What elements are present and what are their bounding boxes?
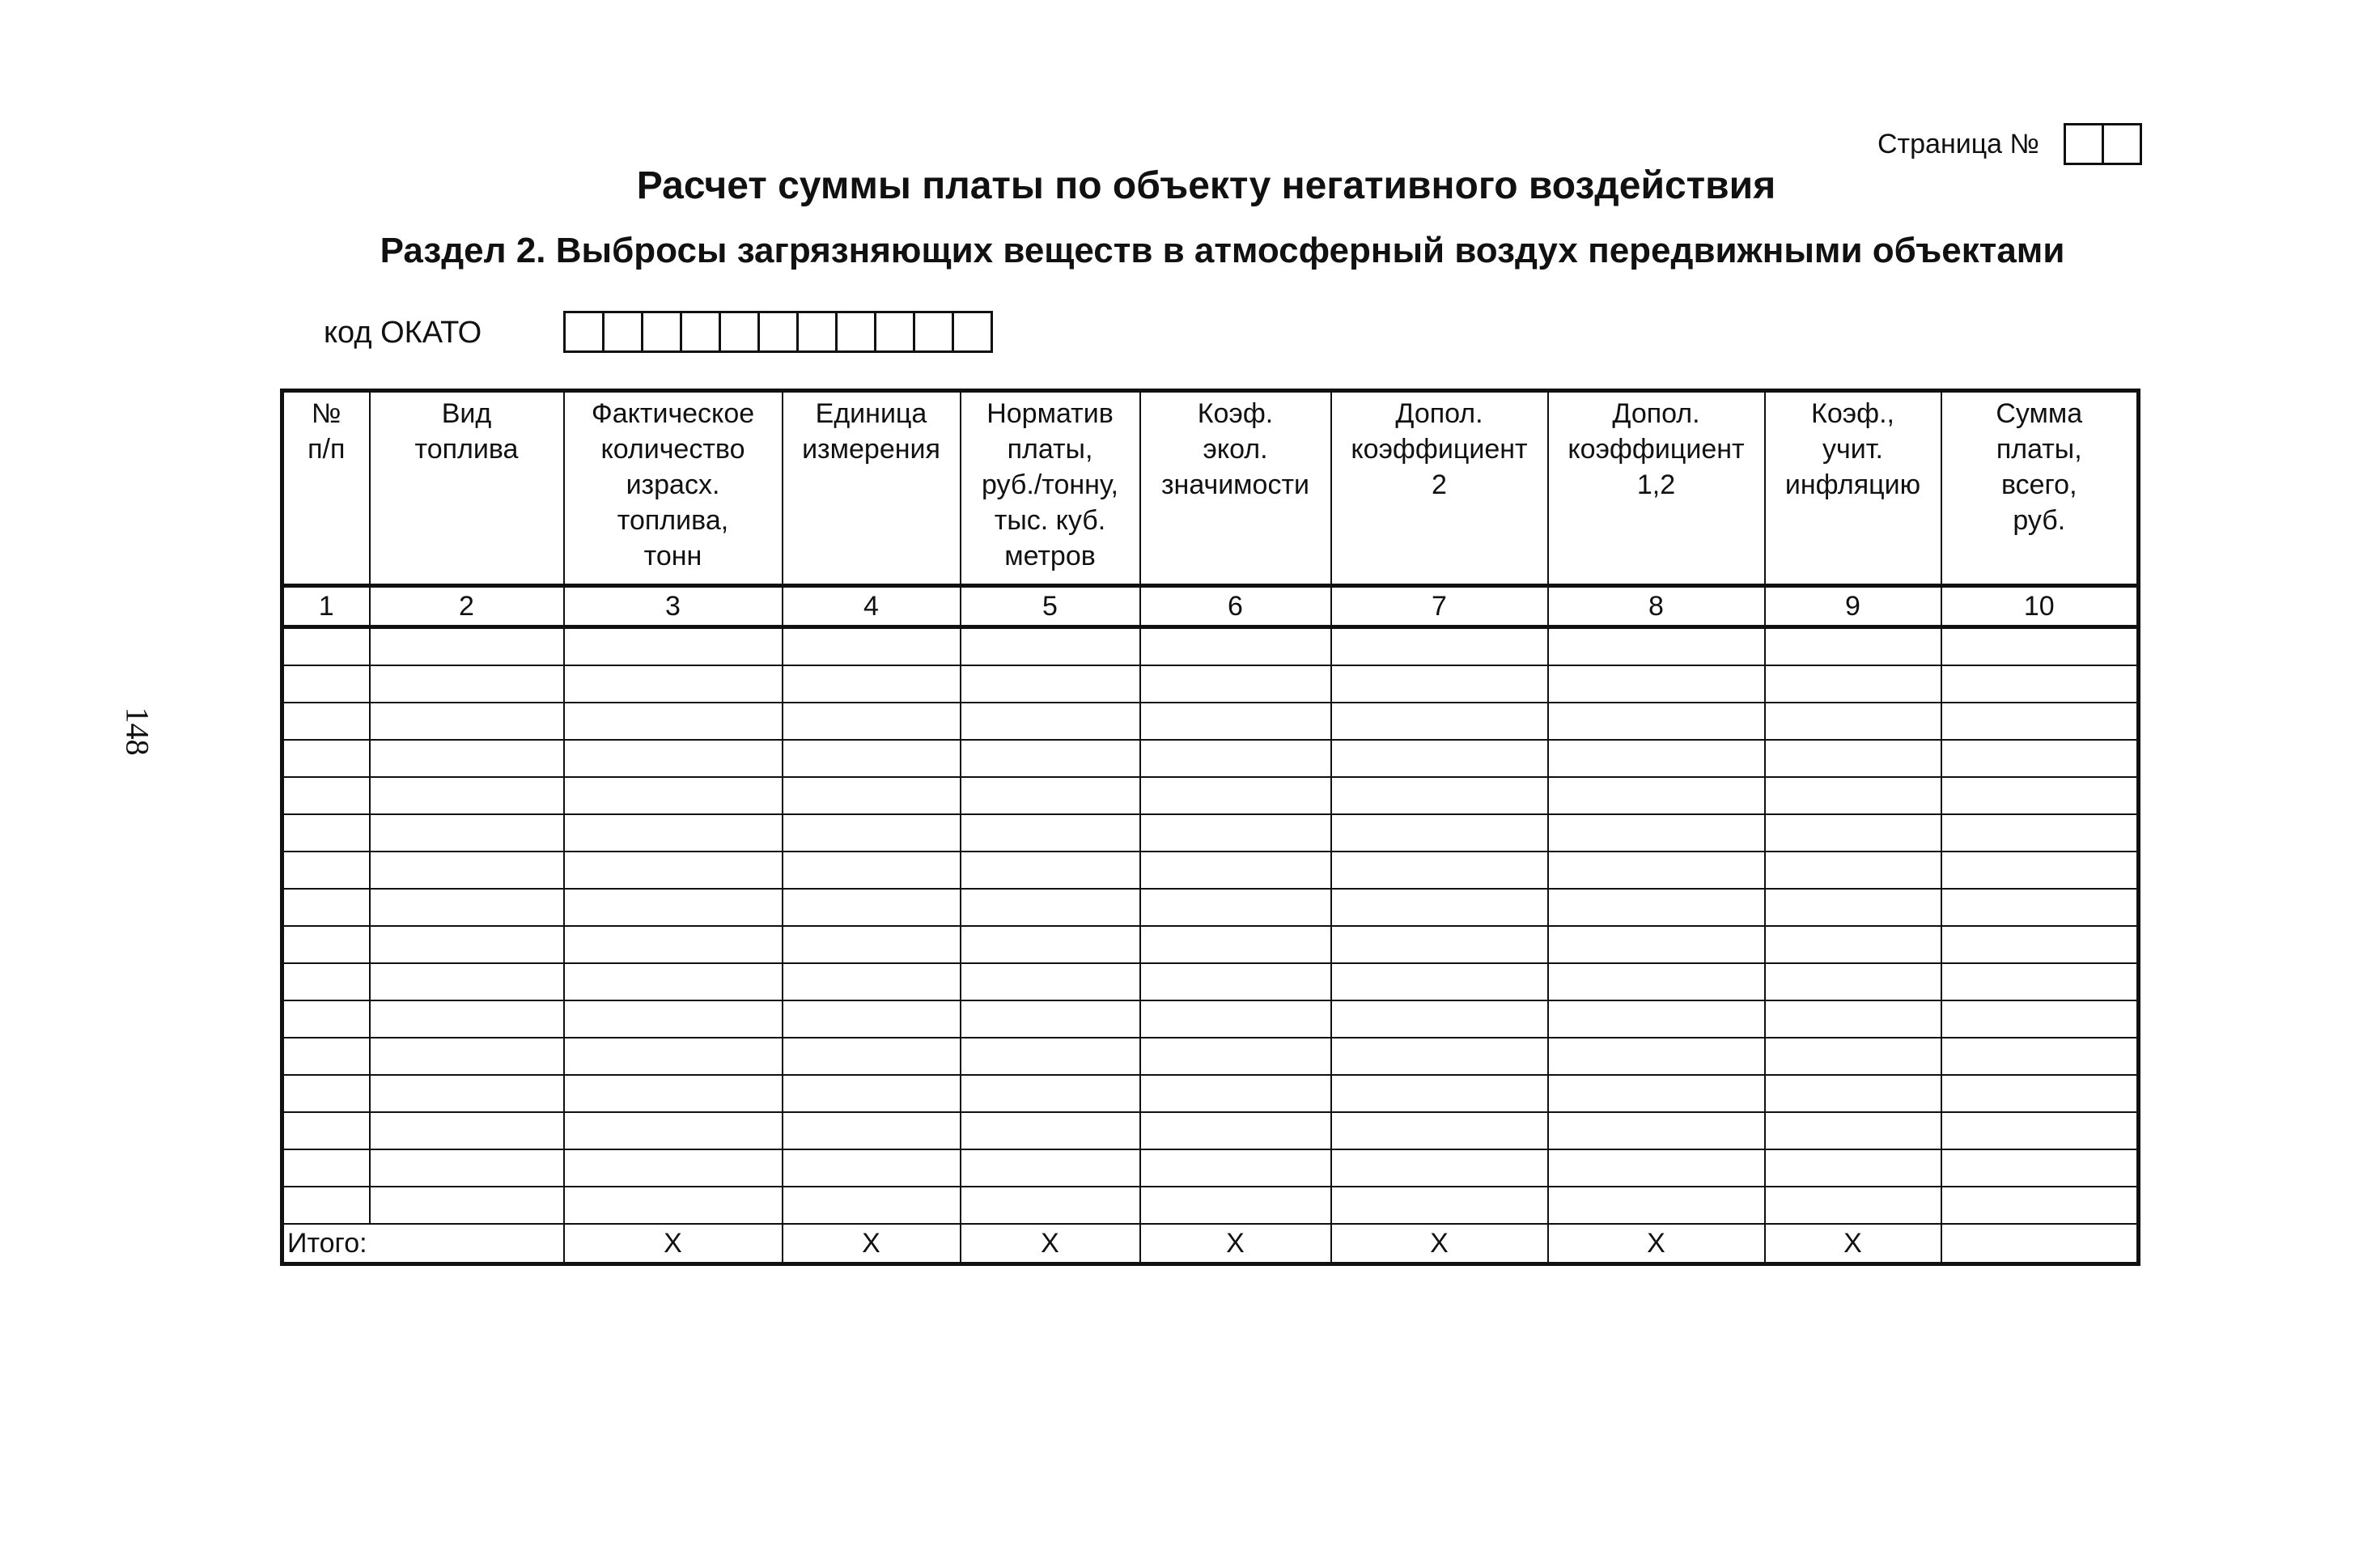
table-cell[interactable] [1331,1038,1548,1075]
table-cell[interactable] [370,1075,564,1112]
table-cell[interactable] [783,926,961,963]
table-row [282,1038,2139,1075]
table-cell[interactable] [961,1112,1140,1149]
table-cell[interactable] [1548,1075,1765,1112]
table-cell[interactable] [282,777,370,814]
table-cell[interactable] [564,1075,783,1112]
table-cell[interactable] [1941,703,2139,740]
table-cell[interactable] [1140,1187,1331,1224]
column-header: Допол. коэффициент 1,2 [1548,391,1765,586]
column-header: Коэф., учит. инфляцию [1765,391,1941,586]
total-cell: Х [783,1224,961,1264]
table-cell[interactable] [1765,777,1941,814]
table-row [282,777,2139,814]
table-cell[interactable] [1765,627,1941,666]
table-row [282,740,2139,777]
table-cell[interactable] [1941,963,2139,1000]
table-cell[interactable] [1941,926,2139,963]
table-cell[interactable] [564,926,783,963]
table-row [282,1075,2139,1112]
table-cell[interactable] [1765,1000,1941,1038]
okato-label: код ОКАТО [324,316,482,350]
column-header: № п/п [282,391,370,586]
table-cell[interactable] [961,777,1140,814]
table-row [282,1000,2139,1038]
table-cell[interactable] [783,1149,961,1187]
table-cell[interactable] [1941,889,2139,926]
table-cell[interactable] [370,814,564,852]
table-cell[interactable] [1765,1187,1941,1224]
table-cell[interactable] [783,814,961,852]
table-cell[interactable] [1331,777,1548,814]
table-cell[interactable] [1140,703,1331,740]
table-cell[interactable] [1331,1149,1548,1187]
table-cell[interactable] [1331,1000,1548,1038]
table-cell[interactable] [1941,740,2139,777]
table-cell[interactable] [1140,963,1331,1000]
table-cell[interactable] [1765,814,1941,852]
table-cell[interactable] [961,1187,1140,1224]
column-number: 10 [1941,586,2139,627]
table-cell[interactable] [1140,1075,1331,1112]
table-cell[interactable] [1765,740,1941,777]
table-cell[interactable] [783,889,961,926]
table-cell[interactable] [783,777,961,814]
table-cell[interactable] [370,665,564,703]
table-cell[interactable] [1548,1149,1765,1187]
table-cell[interactable] [564,889,783,926]
table-cell[interactable] [1765,1112,1941,1149]
table-cell[interactable] [1331,1112,1548,1149]
table-cell[interactable] [1548,1000,1765,1038]
table-row [282,627,2139,666]
column-header: Вид топлива [370,391,564,586]
table-cell[interactable] [783,852,961,889]
okato-digit-box[interactable] [799,313,838,350]
table-cell[interactable] [564,777,783,814]
table-cell[interactable] [282,1112,370,1149]
table-cell[interactable] [961,1075,1140,1112]
table-cell[interactable] [783,1112,961,1149]
okato-code-field[interactable] [563,311,993,353]
column-number-row [282,586,2139,627]
table-cell[interactable] [961,703,1140,740]
table-cell[interactable] [282,926,370,963]
total-cell: Х [1765,1224,1941,1264]
table-cell[interactable] [282,1149,370,1187]
table-cell[interactable] [1140,852,1331,889]
table-cell[interactable] [282,627,370,666]
total-row [282,1224,2139,1264]
table-cell[interactable] [1548,814,1765,852]
column-number: 5 [961,586,1140,627]
table-cell[interactable] [1140,627,1331,666]
okato-digit-box[interactable] [682,313,721,350]
table-cell[interactable] [282,1075,370,1112]
table-cell[interactable] [961,1000,1140,1038]
okato-digit-box[interactable] [915,313,954,350]
table-cell[interactable] [370,740,564,777]
table-row [282,814,2139,852]
table-cell[interactable] [1548,852,1765,889]
table-cell[interactable] [370,777,564,814]
column-header: Фактическое количество израсх. топлива, тонн [564,391,783,586]
table-cell[interactable] [961,740,1140,777]
table-cell[interactable] [1941,1000,2139,1038]
table-cell[interactable] [1765,889,1941,926]
okato-digit-box[interactable] [605,313,643,350]
table-cell[interactable] [282,814,370,852]
table-cell[interactable] [564,703,783,740]
table-cell[interactable] [370,1112,564,1149]
table-cell[interactable] [370,963,564,1000]
table-cell[interactable] [1140,1000,1331,1038]
table-cell[interactable] [1548,1187,1765,1224]
column-number: 8 [1548,586,1765,627]
table-row [282,852,2139,889]
table-cell[interactable] [1941,1112,2139,1149]
table-cell[interactable] [1140,1149,1331,1187]
table-cell[interactable] [564,740,783,777]
table-cell[interactable] [564,1149,783,1187]
okato-digit-box[interactable] [721,313,760,350]
table-cell[interactable] [1765,1038,1941,1075]
okato-digit-box[interactable] [876,313,915,350]
table-cell[interactable] [1765,703,1941,740]
table-cell[interactable] [564,665,783,703]
column-header: Коэф. экол. значимости [1140,391,1331,586]
table-cell[interactable] [1140,777,1331,814]
total-label: Итого: [282,1224,564,1264]
total-cell: Х [564,1224,783,1264]
okato-digit-box[interactable] [954,313,991,350]
table-cell[interactable] [783,963,961,1000]
table-cell[interactable] [1331,926,1548,963]
table-cell[interactable] [961,963,1140,1000]
table-cell[interactable] [1331,627,1548,666]
column-number: 6 [1140,586,1331,627]
table-cell[interactable] [1941,627,2139,666]
table-cell[interactable] [961,814,1140,852]
table-cell[interactable] [961,1149,1140,1187]
page-number-digit-box[interactable] [2104,125,2140,163]
table-cell[interactable] [1331,1075,1548,1112]
table-cell[interactable] [1548,926,1765,963]
table-row [282,889,2139,926]
table-cell[interactable] [1140,665,1331,703]
table-cell[interactable] [1765,963,1941,1000]
table-row [282,1149,2139,1187]
table-cell[interactable] [961,665,1140,703]
table-cell[interactable] [564,627,783,666]
table-cell[interactable] [282,1187,370,1224]
table-cell[interactable] [1548,703,1765,740]
table-cell[interactable] [783,1038,961,1075]
column-number: 2 [370,586,564,627]
table-cell[interactable] [282,665,370,703]
total-cell: Х [1140,1224,1331,1264]
table-cell[interactable] [564,1038,783,1075]
okato-digit-box[interactable] [643,313,682,350]
table-cell[interactable] [1941,1187,2139,1224]
table-cell[interactable] [1331,740,1548,777]
table-cell[interactable] [370,852,564,889]
section-subtitle: Раздел 2. Выбросы загрязняющих веществ в атмосферный воздух передвижными объектами [380,231,2065,270]
column-number: 9 [1765,586,1941,627]
table-header-row [282,391,2139,586]
table-cell[interactable] [783,703,961,740]
column-number: 7 [1331,586,1548,627]
table-cell[interactable] [370,1038,564,1075]
table-cell[interactable] [1941,1149,2139,1187]
table-cell[interactable] [961,926,1140,963]
table-cell[interactable] [1331,703,1548,740]
table-cell[interactable] [1331,1187,1548,1224]
table-cell[interactable] [783,665,961,703]
table-cell[interactable] [1941,814,2139,852]
table-cell[interactable] [370,703,564,740]
table-cell[interactable] [1941,665,2139,703]
table-cell[interactable] [1548,1038,1765,1075]
table-cell[interactable] [564,963,783,1000]
table-cell[interactable] [370,627,564,666]
table-cell[interactable] [1548,1112,1765,1149]
table-cell[interactable] [961,627,1140,666]
table-cell[interactable] [1548,740,1765,777]
table-cell[interactable] [370,1187,564,1224]
table-cell[interactable] [1140,1038,1331,1075]
page-title: Расчет суммы платы по объекту негативного воздействия [636,164,1776,207]
okato-digit-box[interactable] [760,313,799,350]
table-cell[interactable] [783,1000,961,1038]
table-cell[interactable] [370,926,564,963]
table-cell[interactable] [282,889,370,926]
table-cell[interactable] [961,889,1140,926]
table-cell[interactable] [1331,963,1548,1000]
table-cell[interactable] [1331,889,1548,926]
total-cell: Х [961,1224,1140,1264]
table-cell[interactable] [783,627,961,666]
table-cell[interactable] [1941,777,2139,814]
table-cell[interactable] [1140,740,1331,777]
table-cell[interactable] [1548,963,1765,1000]
table-cell[interactable] [1765,665,1941,703]
table-cell[interactable] [1765,1149,1941,1187]
table-cell[interactable] [564,1000,783,1038]
table-row [282,963,2139,1000]
total-cell: Х [1548,1224,1765,1264]
page-number-label: Страница № [1877,129,2040,159]
table-cell[interactable] [1765,852,1941,889]
table-cell[interactable] [564,814,783,852]
table-cell[interactable] [1941,1038,2139,1075]
table-cell[interactable] [1941,1075,2139,1112]
table-cell[interactable] [1140,889,1331,926]
column-header: Сумма платы, всего, руб. [1941,391,2139,586]
table-cell[interactable] [282,852,370,889]
table-cell[interactable] [1140,1112,1331,1149]
table-cell[interactable] [783,740,961,777]
table-cell[interactable] [564,852,783,889]
column-number: 4 [783,586,961,627]
table-cell[interactable] [1548,777,1765,814]
side-page-number: 148 [119,707,156,756]
page-number-digit-box[interactable] [2066,125,2104,163]
column-number: 1 [282,586,370,627]
column-header: Допол. коэффициент 2 [1331,391,1548,586]
table-cell[interactable] [564,1112,783,1149]
column-header: Единица измерения [783,391,961,586]
okato-digit-box[interactable] [838,313,876,350]
table-cell[interactable] [282,740,370,777]
table-cell[interactable] [1941,852,2139,889]
table-cell[interactable] [370,1149,564,1187]
table-cell[interactable] [564,1187,783,1224]
table-row [282,703,2139,740]
table-cell[interactable] [282,1000,370,1038]
table-cell[interactable] [961,852,1140,889]
table-cell[interactable] [370,889,564,926]
table-cell[interactable] [961,1038,1140,1075]
table-row [282,926,2139,963]
table-cell[interactable] [1548,627,1765,666]
total-sum-cell[interactable] [1941,1224,2139,1264]
table-row [282,1112,2139,1149]
payment-calculation-table [280,389,2140,1266]
table-cell[interactable] [282,963,370,1000]
column-header: Норматив платы, руб./тонну, тыс. куб. метров [961,391,1140,586]
table-cell[interactable] [1331,665,1548,703]
table-row [282,1187,2139,1224]
table-cell[interactable] [1140,814,1331,852]
column-number: 3 [564,586,783,627]
table-cell[interactable] [1765,1075,1941,1112]
table-cell[interactable] [783,1187,961,1224]
page-number-field[interactable] [2064,123,2142,165]
table-cell[interactable] [282,703,370,740]
total-cell: Х [1331,1224,1548,1264]
table-row [282,665,2139,703]
table-cell[interactable] [282,1038,370,1075]
table-cell[interactable] [1331,814,1548,852]
table-cell[interactable] [1765,926,1941,963]
okato-digit-box[interactable] [566,313,605,350]
table-cell[interactable] [1548,665,1765,703]
table-cell[interactable] [783,1075,961,1112]
table-cell[interactable] [1331,852,1548,889]
table-cell[interactable] [1548,889,1765,926]
table-cell[interactable] [370,1000,564,1038]
table-cell[interactable] [1140,926,1331,963]
